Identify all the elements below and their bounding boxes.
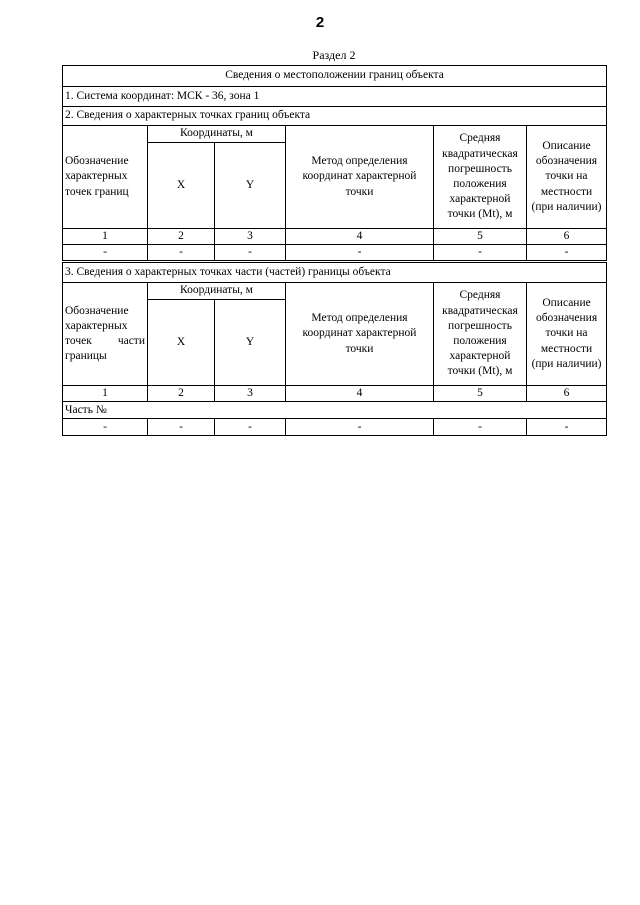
designation-line: границы — [65, 350, 107, 363]
header-error: Средняя квадратическая погрешность положения характерной точки (Mt), м — [434, 126, 527, 229]
header-description: Описание обозначения точки на местности (при наличии) — [527, 126, 607, 229]
page-number: 2 — [315, 14, 325, 31]
table-cell: - — [148, 419, 215, 436]
table-cell: - — [527, 419, 607, 436]
designation-line: Обозначение — [65, 304, 129, 317]
coordinate-system: 1. Система координат: МСК - 36, зона 1 — [63, 87, 607, 107]
column-number: 6 — [527, 386, 607, 402]
header-x: X — [148, 143, 215, 229]
boundary-location-table — [62, 65, 607, 261]
header-coordinates: Координаты, м — [148, 283, 286, 300]
column-number: 4 — [286, 386, 434, 402]
column-number: 2 — [148, 229, 215, 245]
column-number: 4 — [286, 229, 434, 245]
table-title: Сведения о местоположении границ объекта — [63, 66, 607, 87]
part-label: Часть № — [63, 402, 607, 419]
column-number: 1 — [63, 386, 148, 402]
table-row — [63, 419, 607, 436]
table-row — [63, 245, 607, 261]
column-number: 6 — [527, 229, 607, 245]
part-boundary-table — [62, 262, 607, 436]
header-method: Метод определения координат характерной точки — [286, 126, 434, 229]
column-number: 3 — [215, 386, 286, 402]
header-method: Метод определения координат характерной точки — [286, 283, 434, 386]
section3-title: 3. Сведения о характерных точках части (частей) границы объекта — [63, 263, 607, 283]
table-cell: - — [434, 245, 527, 261]
designation-line: характерных — [65, 319, 128, 332]
table-cell: - — [63, 245, 148, 261]
table-cell: - — [527, 245, 607, 261]
header-x: X — [148, 300, 215, 386]
column-number: 5 — [434, 386, 527, 402]
table-cell: - — [286, 245, 434, 261]
header-y: Y — [215, 143, 286, 229]
header-y: Y — [215, 300, 286, 386]
column-number: 2 — [148, 386, 215, 402]
designation-line: точек части — [65, 335, 145, 347]
header-description: Описание обозначения точки на местности (при наличии) — [527, 283, 607, 386]
column-number: 1 — [63, 229, 148, 245]
table-cell: - — [63, 419, 148, 436]
header-designation: Обозначение характерных точек границ — [63, 126, 148, 229]
header-coordinates: Координаты, м — [148, 126, 286, 143]
table-cell: - — [215, 245, 286, 261]
header-error: Средняя квадратическая погрешность положения характерной точки (Mt), м — [434, 283, 527, 386]
header-designation — [63, 283, 148, 386]
column-number: 5 — [434, 229, 527, 245]
table-cell: - — [286, 419, 434, 436]
column-number: 3 — [215, 229, 286, 245]
section2-title: 2. Сведения о характерных точках границ объекта — [63, 107, 607, 126]
table-cell: - — [434, 419, 527, 436]
table-cell: - — [215, 419, 286, 436]
table-cell: - — [148, 245, 215, 261]
section-label: Раздел 2 — [312, 48, 356, 62]
